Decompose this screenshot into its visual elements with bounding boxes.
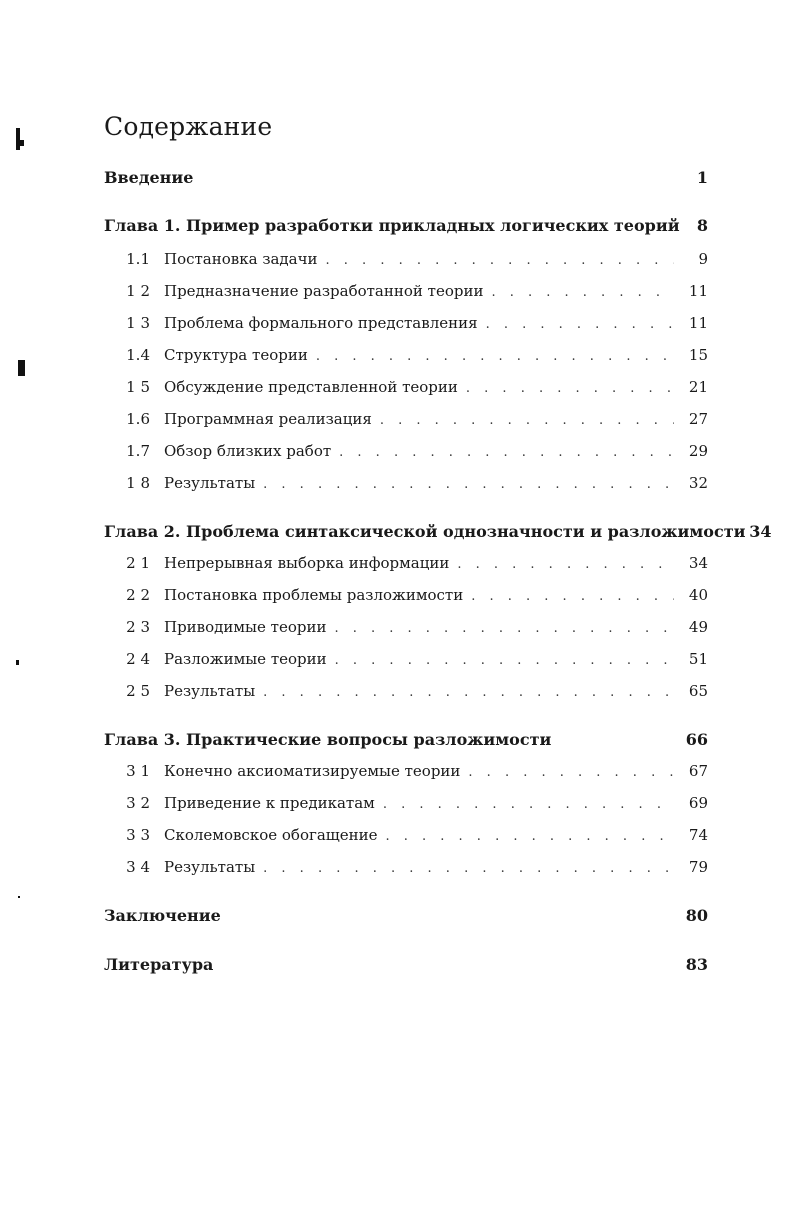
toc-leader-dots [263,685,674,700]
toc-entry-title: Сколемовское обогащение [164,826,378,844]
toc-section-1-2[interactable] [104,282,708,306]
toc-section-1-8[interactable] [104,474,708,498]
scan-artifact-mark [18,140,24,146]
toc-section-number: 1 5 [126,378,150,396]
toc-leader-dots [339,445,674,460]
toc-section-2-3[interactable] [104,618,708,642]
toc-page-number: 29 [688,442,708,460]
toc-chapter-3[interactable] [104,730,708,754]
toc-page-number: 9 [698,250,708,268]
toc-section-number: 2 3 [126,618,150,636]
toc-entry-conclusion[interactable] [104,906,708,930]
toc-leader-dots [471,589,674,604]
toc-leader-dots [316,349,674,364]
toc-section-1-1[interactable] [104,250,708,274]
toc-page-number: 74 [688,826,708,844]
toc-section-1-3[interactable] [104,314,708,338]
toc-section-2-5[interactable] [104,682,708,706]
toc-page-number: 49 [688,618,708,636]
toc-entry-title: Глава 2. Проблема синтаксической однозначности и разложимости [104,522,746,541]
toc-section-number: 2 2 [126,586,150,604]
toc-page-number: 65 [688,682,708,700]
toc-leader-dots [383,797,674,812]
toc-section-1-7[interactable] [104,442,708,466]
toc-entry-title: Непрерывная выборка информации [164,554,450,572]
toc-entry-introduction[interactable] [104,168,708,192]
toc-section-number: 2 5 [126,682,150,700]
toc-section-3-3[interactable] [104,826,708,850]
toc-leader-dots [491,285,674,300]
toc-leader-dots [468,765,674,780]
toc-page-number: 32 [688,474,708,492]
toc-entry-title: Результаты [164,858,256,876]
toc-section-number: 3 4 [126,858,150,876]
toc-chapter-2[interactable] [104,522,772,546]
toc-section-1-6[interactable] [104,410,708,434]
toc-section-number: 3 3 [126,826,150,844]
table-of-contents [104,0,772,1228]
toc-entry-title: Структура теории [164,346,308,364]
toc-entry-title: Глава 1. Пример разработки прикладных логических теорий [104,216,680,235]
toc-leader-dots [334,621,674,636]
toc-section-2-1[interactable] [104,554,708,578]
toc-entry-title: Заключение [104,906,221,925]
toc-section-1-5[interactable] [104,378,708,402]
toc-entry-references[interactable] [104,955,708,979]
toc-entry-title: Программная реализация [164,410,372,428]
toc-leader-dots [326,253,674,268]
toc-section-number: 3 1 [126,762,150,780]
toc-entry-title: Глава 3. Практические вопросы разложимости [104,730,552,749]
toc-entry-title: Разложимые теории [164,650,327,668]
toc-page-number: 8 [696,216,708,235]
toc-leader-dots [385,829,674,844]
toc-page-number: 34 [749,522,772,541]
toc-entry-title: Результаты [164,682,256,700]
toc-section-number: 1 8 [126,474,150,492]
toc-chapter-1[interactable] [104,216,708,240]
toc-section-1-4[interactable] [104,346,708,370]
toc-page-number: 40 [688,586,708,604]
toc-entry-title: Проблема формального представления [164,314,478,332]
toc-section-number: 1.1 [126,250,150,268]
scan-artifact-mark [16,128,20,150]
toc-section-number: 2 1 [126,554,150,572]
toc-entry-title: Литература [104,955,214,974]
toc-section-number: 3 2 [126,794,150,812]
toc-section-3-2[interactable] [104,794,708,818]
toc-section-2-2[interactable] [104,586,708,610]
toc-leader-dots [466,381,674,396]
toc-page-number: 69 [688,794,708,812]
page-title: Содержание [104,112,273,141]
toc-page-number: 79 [688,858,708,876]
toc-section-number: 1 2 [126,282,150,300]
toc-page-number: 66 [685,730,708,749]
toc-section-3-4[interactable] [104,858,708,882]
scan-artifact-mark [18,360,25,376]
toc-page-number: 51 [688,650,708,668]
toc-entry-title: Результаты [164,474,256,492]
toc-page-number: 1 [696,168,708,187]
toc-page-number: 83 [685,955,708,974]
toc-page-number: 21 [688,378,708,396]
toc-leader-dots [486,317,674,332]
toc-section-number: 1.7 [126,442,150,460]
toc-entry-title: Обзор близких работ [164,442,332,460]
toc-page-number: 27 [688,410,708,428]
toc-entry-title: Введение [104,168,194,187]
scan-artifact-mark [16,660,19,665]
scan-artifact-mark [18,896,20,898]
toc-entry-title: Приводимые теории [164,618,327,636]
toc-entry-title: Предназначение разработанной теории [164,282,484,300]
toc-leader-dots [263,477,674,492]
toc-leader-dots [380,413,674,428]
toc-entry-title: Приведение к предикатам [164,794,375,812]
toc-page-number: 67 [688,762,708,780]
toc-section-number: 1.6 [126,410,150,428]
toc-page-number: 34 [688,554,708,572]
toc-entry-title: Конечно аксиоматизируемые теории [164,762,461,780]
toc-entry-title: Постановка проблемы разложимости [164,586,464,604]
toc-page-number: 11 [688,282,708,300]
toc-entry-title: Постановка задачи [164,250,318,268]
toc-page-number: 11 [688,314,708,332]
toc-section-2-4[interactable] [104,650,708,674]
toc-section-3-1[interactable] [104,762,708,786]
toc-leader-dots [263,861,674,876]
toc-page-number: 15 [688,346,708,364]
toc-leader-dots [457,557,674,572]
toc-section-number: 1 3 [126,314,150,332]
toc-section-number: 1.4 [126,346,150,364]
toc-page-number: 80 [685,906,708,925]
toc-section-number: 2 4 [126,650,150,668]
toc-leader-dots [335,653,674,668]
toc-entry-title: Обсуждение представленной теории [164,378,458,396]
